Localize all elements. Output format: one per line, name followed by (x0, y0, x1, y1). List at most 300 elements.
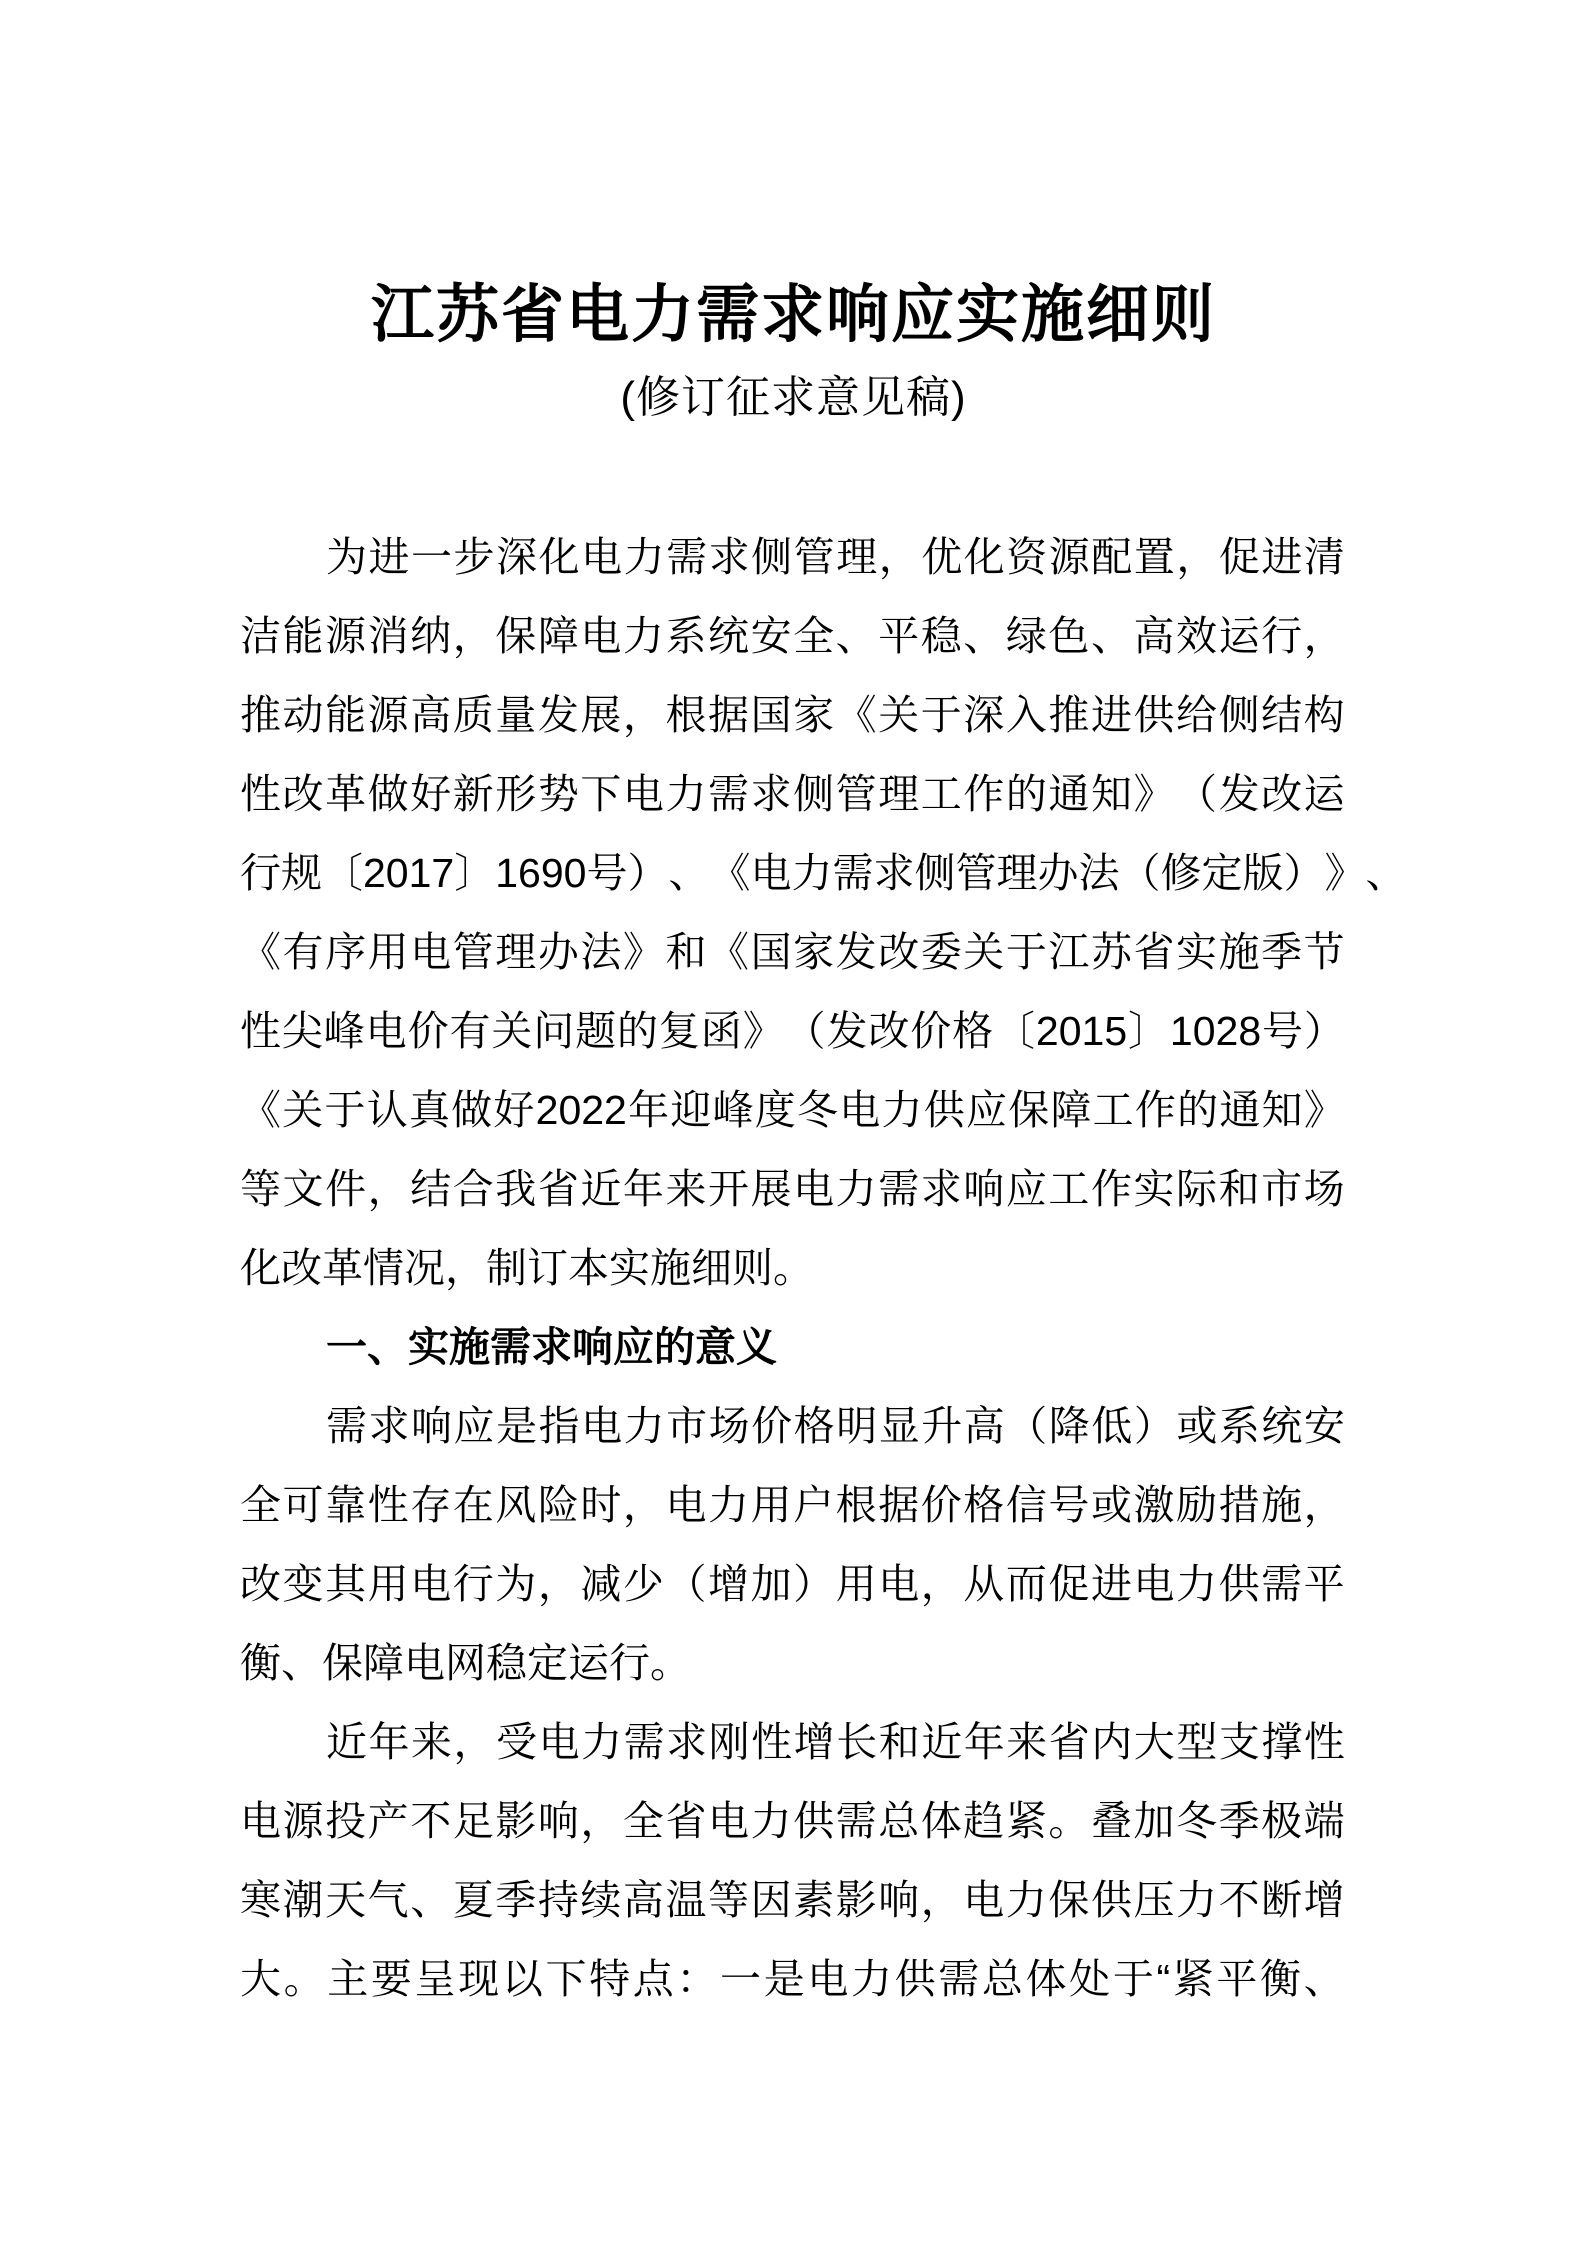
text-token: 合 (452, 1166, 494, 1212)
text-token: 供 (1090, 1877, 1132, 1923)
text-token: 号 (586, 850, 628, 896)
text-token: 置 (1133, 534, 1175, 580)
text-line (240, 755, 1345, 834)
text-token: 为 (495, 1561, 537, 1607)
text-token: 展 (580, 692, 622, 738)
text-token: 〕 (454, 850, 496, 896)
text-token: 应 (453, 1403, 495, 1449)
text-token: 2017 (363, 850, 455, 896)
text-token: 降 (1048, 1403, 1090, 1449)
text-token: 。 (283, 1956, 325, 2002)
text-token: 入 (1005, 692, 1047, 738)
text-token: 效 (1176, 613, 1218, 659)
text-token: 主 (327, 1956, 369, 2002)
text-token: 用 (835, 1561, 877, 1607)
text-token: ， (920, 1561, 962, 1607)
text-token: 来 (665, 1166, 707, 1212)
text-token: 通 (1048, 771, 1090, 817)
text-token: 色 (1048, 613, 1090, 659)
text-token: 指 (538, 1403, 580, 1449)
text-token: 价 (407, 1008, 449, 1054)
text-token: 求 (873, 850, 915, 896)
text-token: 根 (665, 692, 707, 738)
text-token: 性 (1303, 1719, 1345, 1765)
text-token: 冬 (1176, 1798, 1218, 1844)
text-token: 《 (835, 692, 877, 738)
text-token: 等 (240, 1166, 281, 1212)
text-token: 安 (750, 613, 792, 659)
text-token: 增 (1303, 1877, 1345, 1923)
text-token: ） (793, 1561, 835, 1607)
text-token: 户 (793, 1482, 835, 1528)
text-token: 行 (1261, 613, 1303, 659)
text-token: 障 (1050, 1087, 1092, 1133)
text-token: 深 (496, 534, 538, 580)
text-token: 投 (325, 1798, 367, 1844)
text-token: ， (537, 1561, 579, 1607)
text-token: 纳 (410, 613, 452, 659)
text-token: 办 (1037, 850, 1079, 896)
text-token: 紧 (1005, 1798, 1047, 1844)
text-token: 1028 (1169, 1008, 1262, 1054)
text-token: 改 (868, 1008, 910, 1054)
text-token: 压 (1133, 1877, 1175, 1923)
text-token: 侧 (751, 534, 793, 580)
text-token: 新 (452, 771, 494, 817)
text-token: 电 (807, 1956, 849, 2002)
text-token: 形 (495, 771, 537, 817)
text-token: 开 (708, 1166, 750, 1212)
text-token: 电 (1133, 1561, 1175, 1607)
text-token: 电 (665, 1482, 707, 1528)
text-token: 体 (1025, 1956, 1067, 2002)
text-token: 做 (367, 771, 409, 817)
text-token: 点 (632, 1956, 674, 2002)
text-token: ） (1283, 850, 1325, 896)
text-token: 不 (1218, 1877, 1260, 1923)
text-token: 用 (367, 1561, 409, 1607)
text-token: ， (580, 1798, 622, 1844)
text-token: 和 (1218, 1166, 1260, 1212)
text-token: 理 (878, 771, 920, 817)
text-token: 、 (1303, 1956, 1345, 2002)
text-token: 配 (1091, 534, 1133, 580)
text-token: 好 (493, 1087, 535, 1133)
text-token: 电 (878, 1561, 920, 1607)
text-line (240, 1071, 1345, 1150)
document-body (240, 518, 1407, 2019)
text-token: 知 (1090, 771, 1132, 817)
text-token: 价 (751, 1403, 793, 1449)
text-line (240, 913, 1345, 992)
text-line (240, 1466, 1345, 1545)
text-token: 力 (708, 1482, 750, 1528)
text-token: 而 (1005, 1561, 1047, 1607)
text-token: 性 (240, 771, 281, 817)
text-token: 近 (580, 1166, 622, 1212)
text-token: 求 (750, 771, 792, 817)
text-token: 或 (1176, 1403, 1218, 1449)
text-token: 省 (537, 1166, 579, 1212)
text-token: 关 (282, 1087, 324, 1133)
text-token: 全 (793, 613, 835, 659)
text-token: 供 (894, 1956, 936, 2002)
text-token: 需 (623, 1719, 665, 1765)
text-token: 构 (1303, 692, 1345, 738)
text-token: 运 (1303, 771, 1345, 817)
text-token: 化 (963, 534, 1005, 580)
text-token: 影 (495, 1798, 537, 1844)
text-token: 端 (1303, 1798, 1345, 1844)
text-token: 需 (1261, 1561, 1303, 1607)
text-token: 》 (1133, 771, 1175, 817)
text-token: 发 (1218, 771, 1260, 817)
text-token: 办 (537, 929, 579, 975)
text-token: 推 (240, 692, 281, 738)
text-token: 家 (793, 929, 835, 975)
text-token: 电 (963, 1877, 1005, 1923)
text-token: 据 (708, 692, 750, 738)
text-token: 侧 (1218, 692, 1260, 738)
text-token: 升 (921, 1403, 963, 1449)
text-token: 认 (366, 1087, 408, 1133)
text-line (240, 1940, 1345, 2019)
text-token: 、 (410, 1877, 452, 1923)
text-token: 进 (368, 534, 410, 580)
text-token: 下 (545, 1956, 587, 2002)
text-token: 季 (1218, 1798, 1260, 1844)
text-token: 夏 (452, 1877, 494, 1923)
text-token: 际 (1176, 1166, 1218, 1212)
text-token: 版 (1242, 850, 1284, 896)
text-token: 衡 (1260, 1956, 1302, 2002)
text-token: 紧 (1172, 1956, 1214, 2002)
text-token: 性 (367, 1482, 409, 1528)
text-line (240, 1387, 1345, 1466)
text-token: 时 (580, 1482, 622, 1528)
text-token: 进 (1261, 534, 1303, 580)
text-token: 力 (665, 771, 707, 817)
text-token: 尖 (281, 1008, 323, 1054)
text-token: 风 (495, 1482, 537, 1528)
text-token: 消 (367, 613, 409, 659)
heading-line: 一、实施需求响应的意义 (326, 1324, 777, 1370)
text-token: 电 (793, 1166, 835, 1212)
text-token: 〔 (322, 850, 363, 896)
text-token: 刚 (708, 1719, 750, 1765)
text-line (240, 1545, 1345, 1624)
text-token: 委 (920, 929, 962, 975)
text-token: 关 (491, 1008, 533, 1054)
text-token: 供 (1218, 1561, 1260, 1607)
text-token: 冬 (797, 1087, 839, 1133)
text-token: 法 (580, 929, 622, 975)
text-token: （ (1119, 850, 1161, 896)
text-token: 统 (708, 613, 750, 659)
text-token: 和 (878, 1719, 920, 1765)
section-heading (240, 1308, 1345, 1387)
text-token: 国 (750, 929, 792, 975)
text-token: ） (1303, 1008, 1345, 1054)
text-token: 长 (836, 1719, 878, 1765)
text-token: 价 (920, 1482, 962, 1528)
text-line (240, 518, 1345, 597)
text-token: 号 (1048, 1482, 1090, 1528)
text-token: 》 (622, 929, 664, 975)
document-subtitle: (修订征求意见稿) (620, 373, 967, 422)
text-token: 措 (1218, 1482, 1260, 1528)
text-token: 年 (963, 1719, 1005, 1765)
text-token: 不 (410, 1798, 452, 1844)
text-token: ， (622, 692, 664, 738)
text-token: ： (676, 1956, 718, 2002)
text-token: 系 (665, 613, 707, 659)
text-token: 低 (1091, 1403, 1133, 1449)
paragraph (240, 518, 1407, 1308)
text-token: 管 (955, 850, 997, 896)
text-token: 力 (750, 1798, 792, 1844)
text-token: 定 (1201, 850, 1243, 896)
text-token: 保 (495, 613, 537, 659)
text-token: 的 (1005, 771, 1047, 817)
text-token: 侧 (793, 771, 835, 817)
text-token: 促 (1218, 534, 1260, 580)
text-token: （ (665, 1561, 707, 1607)
text-token: 国 (750, 692, 792, 738)
text-token: 规 (281, 850, 322, 896)
text-token: 于 (1112, 1956, 1154, 2002)
text-token: 供 (793, 1798, 835, 1844)
text-token: 文 (282, 1166, 324, 1212)
text-token: 总 (878, 1798, 920, 1844)
text-token: （ (784, 1008, 826, 1054)
text-token: 关 (963, 929, 1005, 975)
text-token: 需 (938, 1956, 980, 2002)
text-token: 迎 (670, 1087, 712, 1133)
text-token: 可 (282, 1482, 324, 1528)
text-token: 障 (537, 613, 579, 659)
text-token: 型 (1176, 1719, 1218, 1765)
text-token: 电 (708, 1798, 750, 1844)
text-token: 量 (495, 692, 537, 738)
text-token: 改 (240, 1561, 281, 1607)
text-token: 寒 (240, 1877, 281, 1923)
text-token: 作 (1134, 1087, 1176, 1133)
text-token: 作 (963, 771, 1005, 817)
text-token: 一 (720, 1956, 762, 2002)
text-token: 展 (750, 1166, 792, 1212)
text-token: 电 (410, 1561, 452, 1607)
text-token: 结 (1261, 692, 1303, 738)
text-token: 工 (920, 771, 962, 817)
text-token: 支 (1218, 1719, 1260, 1765)
text-token: 做 (451, 1087, 493, 1133)
text-token: 进 (1090, 692, 1132, 738)
text-token: 断 (1261, 1877, 1303, 1923)
text-token: 节 (1303, 929, 1345, 975)
paragraph (240, 1703, 1345, 2019)
text-token: 据 (878, 1482, 920, 1528)
text-token: 于 (920, 692, 962, 738)
text-line: 化改革情况，制订本实施细则。 (240, 1245, 814, 1291)
text-token: 激 (1133, 1482, 1175, 1528)
text-token: 保 (1008, 1087, 1050, 1133)
text-token: 运 (1218, 613, 1260, 659)
text-token: 发 (826, 1008, 868, 1054)
document-title: 江苏省电力需求响应实施细则 (371, 280, 1216, 350)
text-token: 高 (1133, 613, 1175, 659)
text-token: 工 (1048, 1166, 1090, 1212)
text-token: 《 (240, 929, 281, 975)
text-token: 需 (326, 1403, 367, 1449)
text-token: 增 (708, 1561, 750, 1607)
text-token: 格 (963, 1482, 1005, 1528)
text-token: 力 (622, 613, 664, 659)
text-token: 响 (537, 1798, 579, 1844)
text-token: 特 (589, 1956, 631, 2002)
text-token: 〕 (1128, 1008, 1170, 1054)
text-token: 撑 (1261, 1719, 1303, 1765)
text-token: 革 (325, 771, 367, 817)
text-token: 改 (282, 771, 324, 817)
text-token: 年 (368, 1719, 410, 1765)
text-token: 》 (742, 1008, 784, 1054)
text-line (240, 597, 1345, 676)
text-token: ） (1133, 1403, 1175, 1449)
text-token: 等 (708, 1877, 750, 1923)
text-token: 用 (750, 1482, 792, 1528)
text-token: 清 (1303, 534, 1345, 580)
text-token: 峰 (712, 1087, 754, 1133)
text-token: 供 (1133, 692, 1175, 738)
text-token: 电 (410, 929, 452, 975)
text-token: 其 (325, 1561, 367, 1607)
text-token: 好 (410, 771, 452, 817)
text-token: 电 (622, 771, 664, 817)
text-token: 侧 (914, 850, 956, 896)
text-token: 统 (1261, 1403, 1303, 1449)
text-token: 《 (708, 929, 750, 975)
text-token: 大 (240, 1956, 281, 2002)
text-token: 《 (709, 850, 751, 896)
text-token: 》 (1324, 850, 1366, 896)
text-token: 潮 (282, 1877, 324, 1923)
text-token: 续 (580, 1877, 622, 1923)
text-token: 变 (282, 1561, 324, 1607)
text-token: 能 (282, 613, 324, 659)
text-token: 号 (1262, 1008, 1304, 1054)
text-token: 因 (750, 1877, 792, 1923)
text-token: 电 (580, 613, 622, 659)
text-token: 发 (835, 929, 877, 975)
text-token: 现 (458, 1956, 500, 2002)
text-token: 管 (452, 929, 494, 975)
text-token: 应 (1005, 1166, 1047, 1212)
text-line (240, 834, 1407, 913)
text-token: 的 (617, 1008, 659, 1054)
text-token: 季 (1261, 929, 1303, 975)
text-token: 电 (365, 1008, 407, 1054)
text-token: 函 (700, 1008, 742, 1054)
text-token: 近 (326, 1719, 367, 1765)
text-token: 足 (452, 1798, 494, 1844)
text-token: 有 (449, 1008, 491, 1054)
text-token: 实 (1133, 1166, 1175, 1212)
text-token: 用 (367, 929, 409, 975)
text-line (240, 992, 1345, 1071)
text-token: 需 (878, 1166, 920, 1212)
text-token: 价 (910, 1008, 952, 1054)
text-token: 高 (410, 692, 452, 738)
text-token: 是 (496, 1403, 538, 1449)
text-token: 需 (708, 771, 750, 817)
text-token: 结 (410, 1166, 452, 1212)
text-token: 实 (1176, 929, 1218, 975)
text-token: 知 (1261, 1087, 1303, 1133)
text-token: 省 (665, 1798, 707, 1844)
text-token: 力 (791, 850, 833, 896)
text-token: 天 (325, 1877, 367, 1923)
text-token: 场 (708, 1403, 750, 1449)
text-token: 江 (1048, 929, 1090, 975)
text-token: ， (1176, 534, 1218, 580)
text-token: 省 (1133, 929, 1175, 975)
text-token: 有 (282, 929, 324, 975)
text-token: 我 (495, 1166, 537, 1212)
text-token: 和 (665, 929, 707, 975)
text-token: 于 (324, 1087, 366, 1133)
text-token: 平 (1303, 1561, 1345, 1607)
text-token: ， (453, 1719, 495, 1765)
text-token: 以 (501, 1956, 543, 2002)
text-token: 求 (666, 1719, 708, 1765)
text-line (240, 1703, 1345, 1782)
text-token: 给 (1176, 692, 1218, 738)
text-token: 稳 (920, 613, 962, 659)
text-token: 电 (538, 1719, 580, 1765)
text-token: 关 (878, 692, 920, 738)
text-token: 素 (793, 1877, 835, 1923)
text-token: ， (622, 1482, 664, 1528)
text-token: 进 (1090, 1561, 1132, 1607)
text-token: 促 (1048, 1561, 1090, 1607)
text-token: 力 (850, 1956, 892, 2002)
text-token: 管 (793, 534, 835, 580)
text-token: 内 (1091, 1719, 1133, 1765)
text-token: 受 (496, 1719, 538, 1765)
text-token: 系 (1218, 1403, 1260, 1449)
text-token: 一 (411, 534, 453, 580)
text-token: 〔 (994, 1008, 1036, 1054)
text-token: 的 (1177, 1087, 1219, 1133)
text-token: 季 (495, 1877, 537, 1923)
text-token: 步 (453, 534, 495, 580)
text-token: （ (1176, 771, 1218, 817)
text-line (240, 1861, 1345, 1940)
text-token: 减 (580, 1561, 622, 1607)
text-token: 需 (835, 1798, 877, 1844)
text-token: 格 (793, 1403, 835, 1449)
text-token: 极 (1261, 1798, 1303, 1844)
text-token: 是 (763, 1956, 805, 2002)
text-token: 励 (1176, 1482, 1218, 1528)
text-token: 洁 (240, 613, 281, 659)
text-token: 根 (835, 1482, 877, 1528)
text-token: 优 (921, 534, 963, 580)
text-token: 电 (581, 1403, 623, 1449)
text-token: 动 (282, 692, 324, 738)
text-token: ， (1303, 613, 1345, 659)
